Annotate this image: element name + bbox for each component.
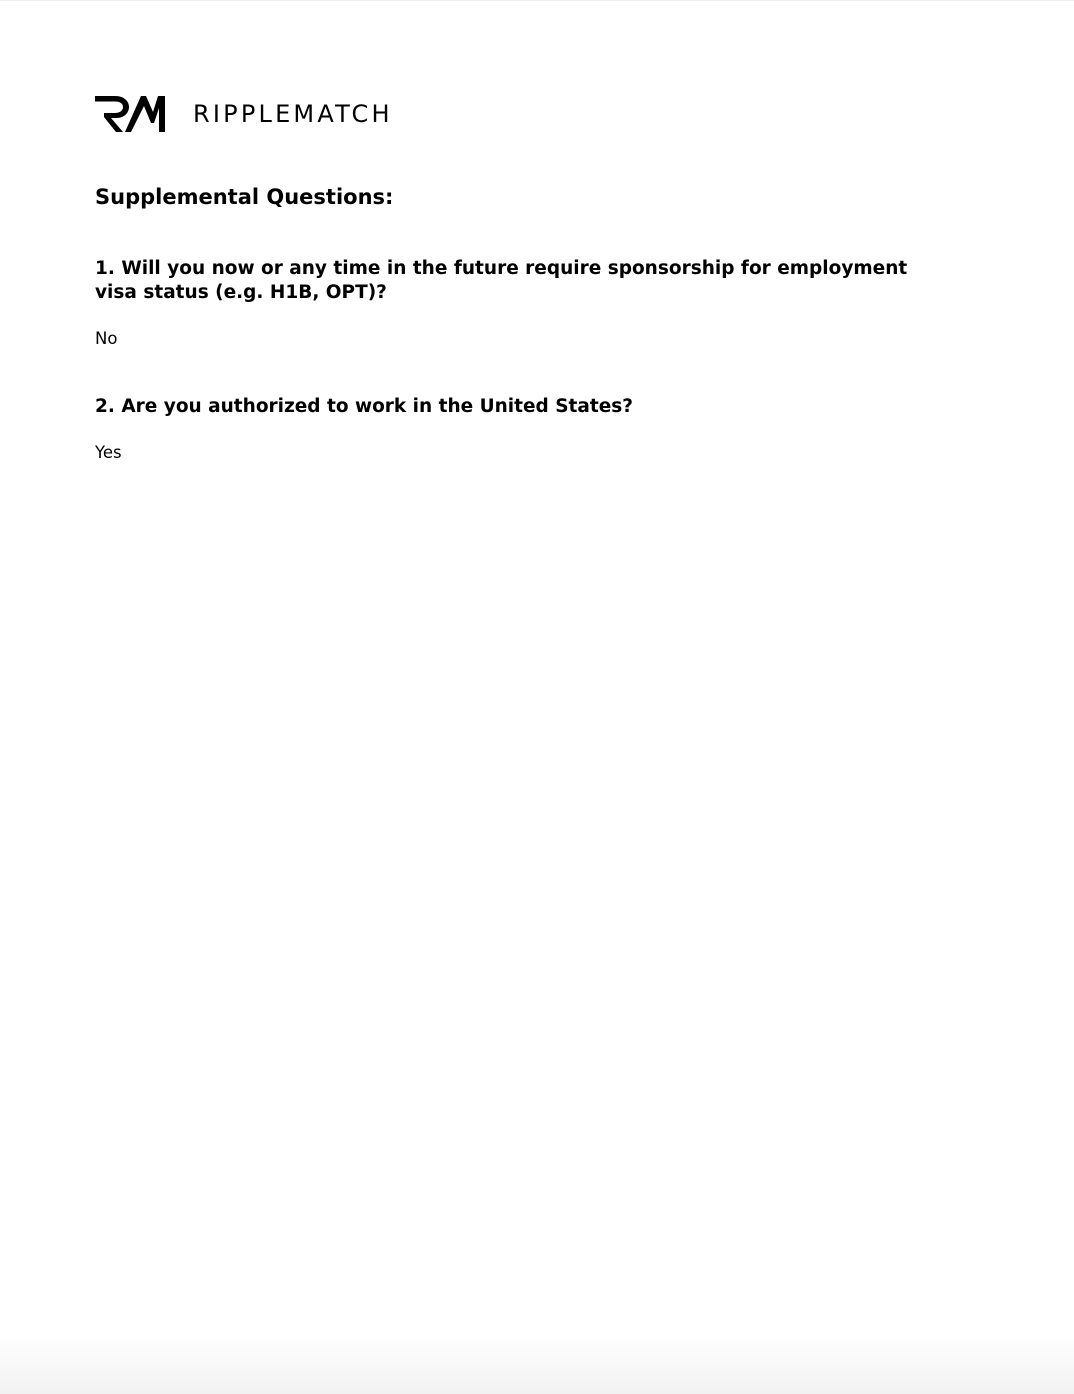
question-1: 1. Will you now or any time in the future require sponsorship for employment visa status (e.g. H1B, OPT)?: [95, 258, 908, 303]
rm-monogram-logo: [95, 94, 166, 133]
page-bottom-shadow: [0, 1334, 1074, 1394]
ripplematch-wordmark: RIPPLEMATCH: [193, 100, 393, 128]
question-2: 2. Are you authorized to work in the United States?: [95, 396, 633, 417]
page-title: Supplemental Questions:: [95, 185, 394, 209]
ripplematch-logo: [95, 93, 393, 133]
answer-1: No: [95, 329, 118, 348]
answer-2: Yes: [95, 443, 122, 462]
